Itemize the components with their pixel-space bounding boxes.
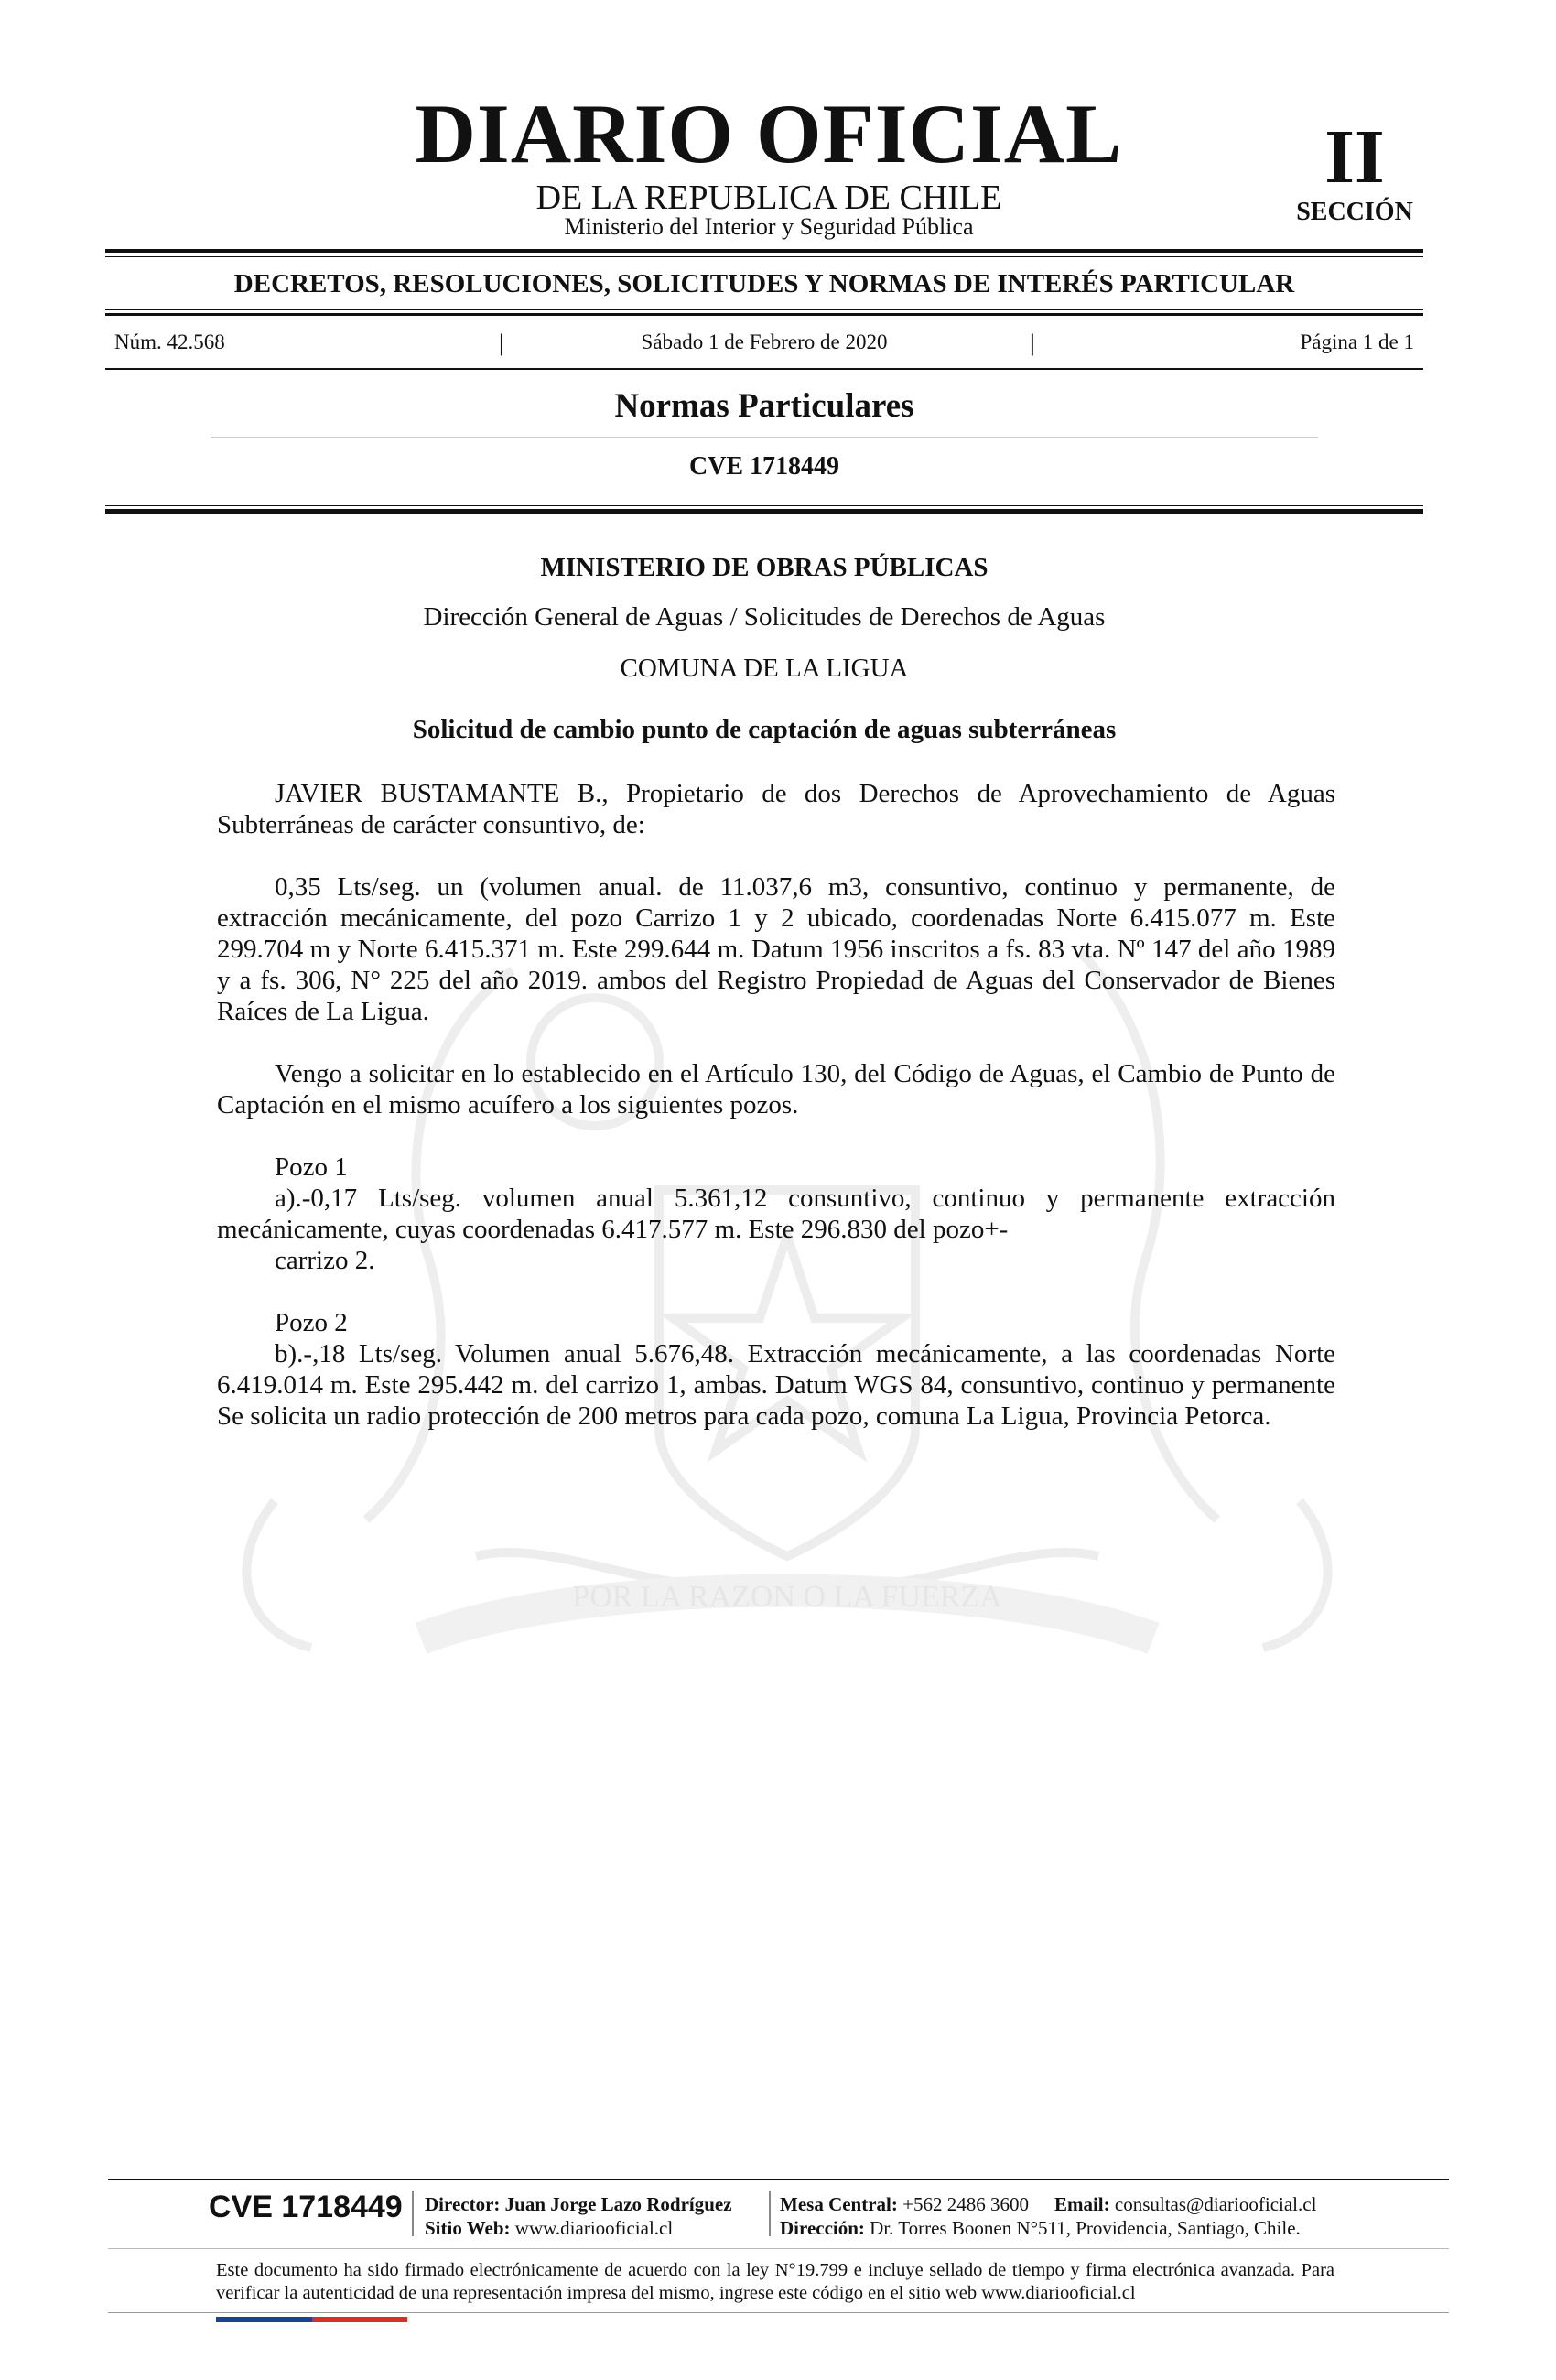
footer-divider bbox=[769, 2191, 771, 2236]
pozo-1-block bbox=[217, 1152, 1335, 1276]
category-title: Normas Particulares bbox=[614, 387, 914, 425]
header-rule-thin bbox=[105, 505, 1423, 506]
masthead-title: DIARIO OFICIAL bbox=[415, 87, 1123, 180]
category-underline bbox=[211, 437, 1318, 438]
footer-legal-note: Este documento ha sido firmado electrónicamente de acuerdo con la ley N°19.799 e incluye sellado de tiempo y firma electrónica avanzada. Para verificar la autenticidad de una representación impresa del mismo, ingrese este código en el sitio web www.diariooficial.cl bbox=[216, 2260, 1334, 2303]
web-link[interactable]: www.diariooficial.cl bbox=[514, 2217, 674, 2239]
document-body bbox=[217, 778, 1335, 1463]
issue-rule bbox=[105, 368, 1423, 370]
masthead-rule-thick bbox=[105, 249, 1423, 253]
cve-code: CVE 1718449 bbox=[688, 452, 840, 481]
issue-date: Sábado 1 de Febrero de 2020 bbox=[641, 330, 888, 353]
document-commune: COMUNA DE LA LIGUA bbox=[620, 654, 909, 683]
body-paragraph: Vengo a solicitar en lo establecido en el Artículo 130, del Código de Aguas, el Cambio de Punto de Captación en el mismo acuífero a los siguientes pozos. bbox=[217, 1059, 1335, 1120]
pozo-1-text: a).-0,17 Lts/seg. volumen anual 5.361,12 consuntivo, continuo y permanente extracción mecánicamente, cuyas coordenadas 6.417.577 m. Este 296.830 del pozo+- bbox=[217, 1184, 1335, 1244]
issue-number: Núm. 42.568 bbox=[114, 330, 225, 353]
director-label: Director: bbox=[425, 2193, 501, 2215]
section-roman-numeral: II bbox=[1324, 114, 1385, 200]
pozo-1-title: Pozo 1 bbox=[275, 1152, 348, 1182]
watermark-motto: POR LA RAZON O LA FUERZA bbox=[572, 1580, 1002, 1614]
footer-divider bbox=[412, 2191, 414, 2236]
footer-director-block bbox=[425, 2192, 732, 2240]
pozo-2-text: b).-,18 Lts/seg. Volumen anual 5.676,48. Extracción mecánicamente, a las coordenadas Norte 6.419.014 m. Este 295.442 m. del carrizo 1, ambas. Datum WGS 84, consuntivo, continuo y permanente Se solicita un radio protección de 200 metros para cada pozo, comuna La Ligua, Provincia Petorca. bbox=[217, 1339, 1335, 1431]
email-label: Email: bbox=[1054, 2193, 1110, 2215]
document-ministry: MINISTERIO DE OBRAS PÚBLICAS bbox=[540, 553, 989, 582]
masthead-rule-thin bbox=[105, 256, 1423, 257]
document-subject: Solicitud de cambio punto de captación de aguas subterráneas bbox=[412, 715, 1117, 744]
footer-cve-code: CVE 1718449 bbox=[209, 2190, 403, 2224]
masthead-ministry: Ministerio del Interior y Seguridad Pública bbox=[564, 213, 974, 240]
pozo-1-continuation: carrizo 2. bbox=[275, 1246, 375, 1275]
footer-rule-mid bbox=[108, 2248, 1449, 2249]
footer-rule-top bbox=[108, 2179, 1449, 2180]
footer-rule-bottom bbox=[108, 2312, 1449, 2313]
email-link[interactable]: consultas@diariooficial.cl bbox=[1114, 2193, 1317, 2215]
masthead-subtitle: DE LA REPUBLICA DE CHILE bbox=[535, 178, 1002, 217]
address-text: Dr. Torres Boonen N°511, Providencia, Santiago, Chile. bbox=[870, 2217, 1301, 2239]
body-paragraph: JAVIER BUSTAMANTE B., Propietario de dos Derechos de Aprovechamiento de Aguas Subterráneas de carácter consuntivo, de: bbox=[217, 779, 1335, 839]
address-label: Dirección: bbox=[780, 2217, 865, 2239]
flag-stripe-blue bbox=[216, 2317, 312, 2322]
web-label: Sitio Web: bbox=[425, 2217, 511, 2239]
pozo-2-block bbox=[217, 1307, 1335, 1432]
phone-number: +562 2486 3600 bbox=[902, 2193, 1029, 2215]
pozo-2-title: Pozo 2 bbox=[275, 1308, 348, 1337]
banner-rule-thin bbox=[105, 309, 1423, 310]
footer-contact-block bbox=[780, 2192, 1316, 2240]
issue-separator: | bbox=[499, 330, 504, 356]
issue-page: Página 1 de 1 bbox=[1300, 330, 1414, 353]
section-label: SECCIÓN bbox=[1296, 198, 1413, 226]
section-banner: DECRETOS, RESOLUCIONES, SOLICITUDES Y NORMAS DE INTERÉS PARTICULAR bbox=[233, 269, 1295, 298]
header-rule-thick bbox=[105, 509, 1423, 514]
document-direction: Dirección General de Aguas / Solicitudes de Derechos de Aguas bbox=[423, 602, 1106, 632]
director-name: Juan Jorge Lazo Rodríguez bbox=[504, 2193, 732, 2215]
issue-separator: | bbox=[1030, 330, 1035, 356]
body-paragraph: 0,35 Lts/seg. un (volumen anual. de 11.037,6 m3, consuntivo, continuo y permanente, de extracción mecánicamente, del pozo Carrizo 1 y 2 ubicado, coordenadas Norte 6.415.077 m. Este 299.704 m y Norte 6.415.371 m. Este 299.644 m. Datum 1956 inscritos a fs. 83 vta. Nº 147 del año 1989 y a fs. 306, N° 225 del año 2019. ambos del Registro Propiedad de Aguas del Conservador de Bienes Raíces de La Ligua. bbox=[217, 872, 1335, 1026]
flag-stripe-red bbox=[312, 2317, 407, 2322]
banner-rule-thick bbox=[105, 313, 1423, 316]
phone-label: Mesa Central: bbox=[780, 2193, 898, 2215]
